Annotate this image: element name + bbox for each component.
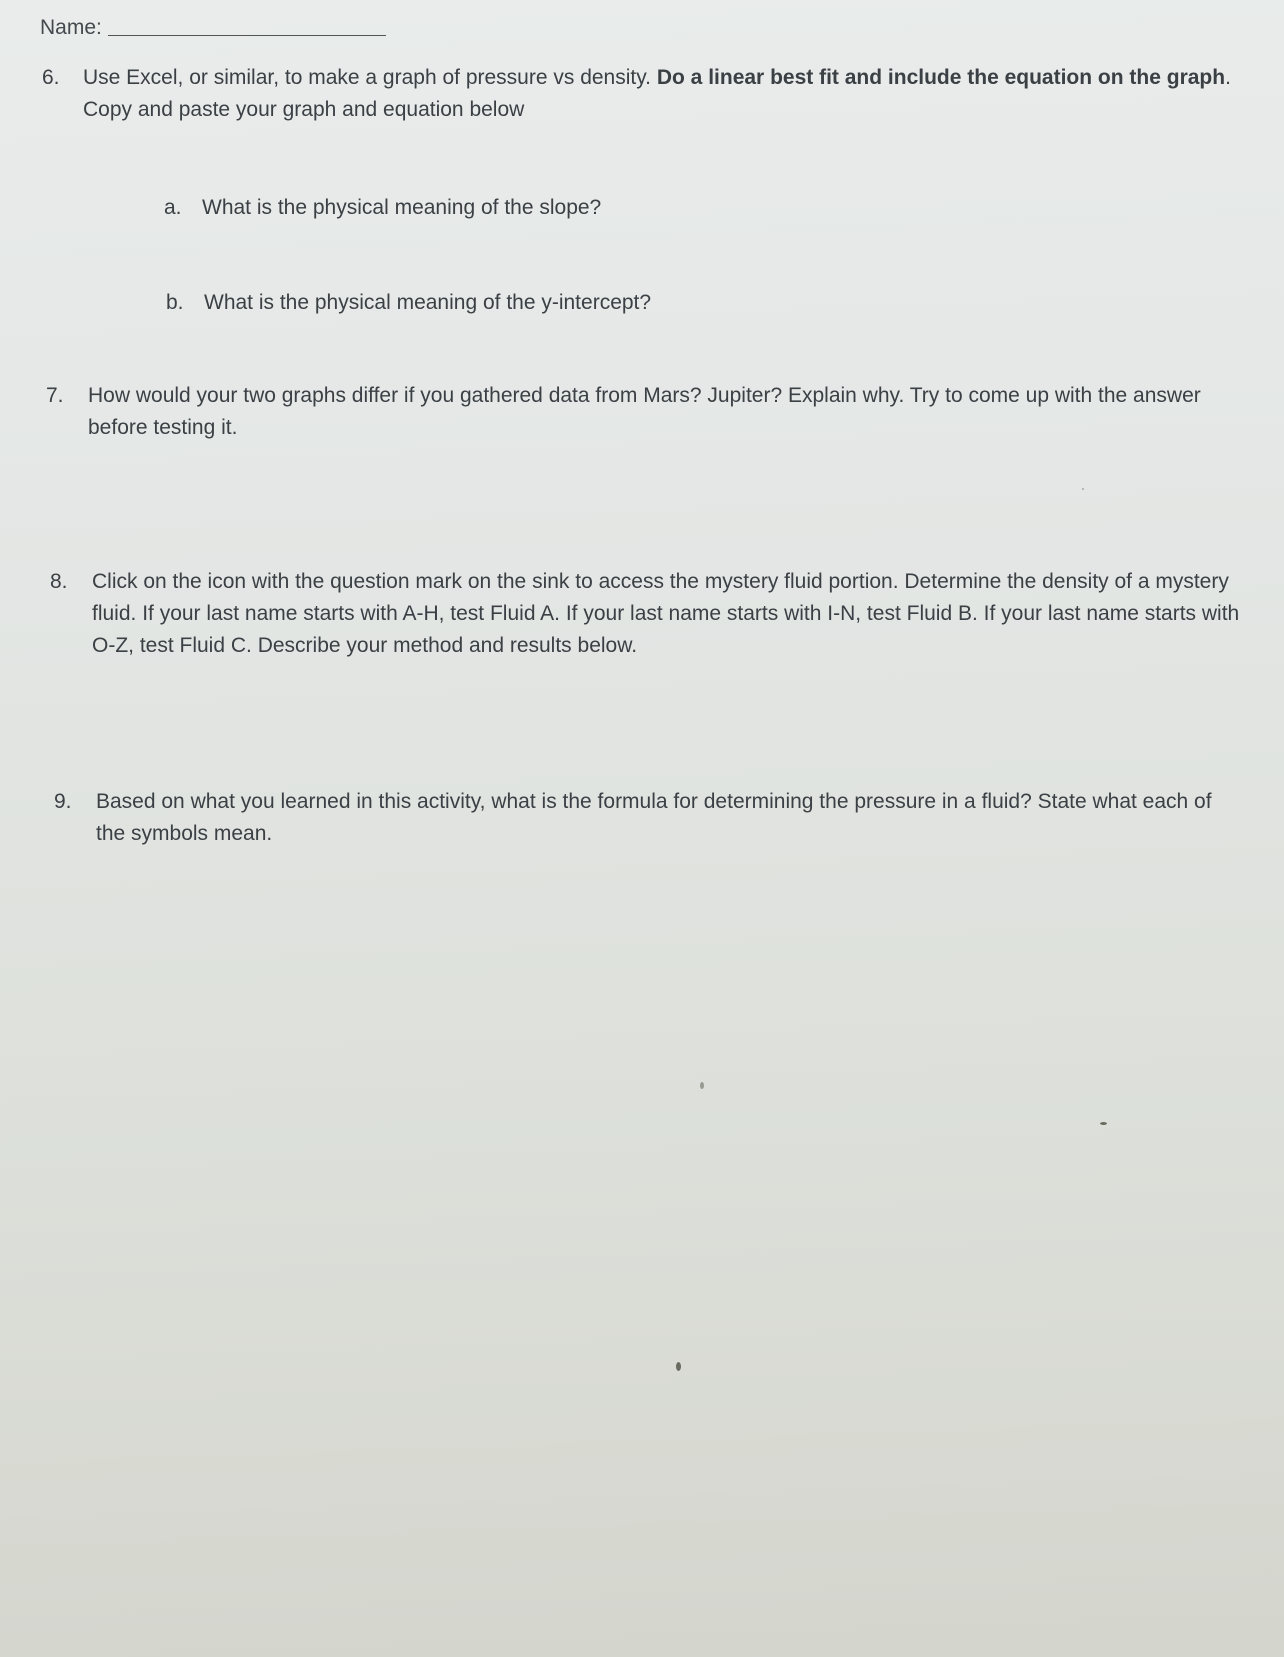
question-text: Based on what you learned in this activity, what is the formula for determining the pressure in a fluid? State what each of the symbols mean. bbox=[96, 790, 1212, 845]
question-number: 6. bbox=[42, 66, 60, 89]
question-6b bbox=[166, 287, 651, 319]
question-text-tail: . Copy and paste your graph and equation below bbox=[83, 66, 1231, 121]
subpart-text: What is the physical meaning of the y-intercept? bbox=[204, 291, 652, 314]
question-6a bbox=[164, 192, 601, 224]
paper-speck bbox=[1100, 1122, 1107, 1125]
question-6 bbox=[42, 62, 1242, 126]
subpart-letter: b. bbox=[166, 291, 184, 314]
question-number: 9. bbox=[54, 790, 72, 813]
question-7 bbox=[46, 380, 1246, 444]
question-number: 8. bbox=[50, 570, 68, 593]
question-text-plain: Use Excel, or similar, to make a graph of pressure vs density. bbox=[83, 66, 652, 89]
question-9 bbox=[54, 786, 1244, 850]
question-text: Click on the icon with the question mark on the sink to access the mystery fluid portion. Determine the density of a mystery fluid. If your last name starts with A-H, test Fluid A. If your last name starts with I-N, test Fluid B. If your last name starts with O-Z, test Fluid C. Describe your method and results below. bbox=[92, 570, 1240, 657]
paper-speck bbox=[1082, 488, 1084, 490]
name-field-row bbox=[40, 16, 386, 40]
question-text bbox=[83, 62, 1242, 126]
question-8 bbox=[50, 566, 1250, 662]
subpart-text: What is the physical meaning of the slope? bbox=[202, 196, 602, 219]
paper-speck bbox=[676, 1362, 681, 1371]
paper-speck bbox=[700, 1082, 704, 1089]
question-number: 7. bbox=[46, 384, 64, 407]
question-text-bold: Do a linear best fit and include the equation on the graph bbox=[656, 66, 1226, 89]
question-text: How would your two graphs differ if you gathered data from Mars? Jupiter? Explain why. Try to come up with the answer before testing it. bbox=[88, 384, 1201, 439]
name-blank-line[interactable] bbox=[108, 34, 386, 36]
name-label: Name: bbox=[40, 16, 102, 39]
subpart-letter: a. bbox=[164, 196, 182, 219]
